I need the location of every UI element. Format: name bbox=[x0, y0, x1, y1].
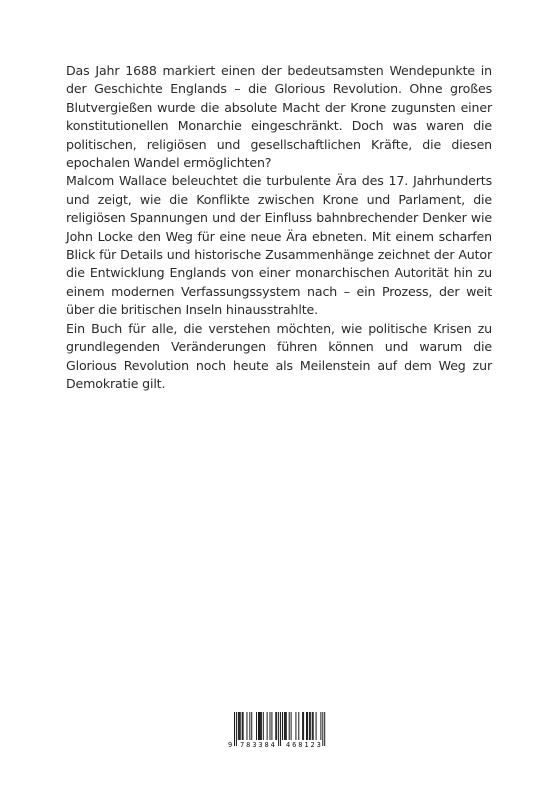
barcode-bar bbox=[295, 712, 296, 740]
barcode-bar bbox=[275, 712, 276, 740]
barcode-digits bbox=[227, 740, 331, 750]
barcode-left-group: 783384 bbox=[240, 741, 277, 749]
barcode-first-digit: 9 bbox=[228, 741, 233, 749]
barcode-bar bbox=[302, 712, 303, 740]
barcode-bar bbox=[286, 712, 287, 740]
barcode-bar bbox=[260, 712, 261, 740]
barcode-bar bbox=[263, 712, 264, 740]
barcode-bar bbox=[312, 712, 313, 740]
barcode-bar bbox=[306, 712, 307, 740]
barcode-bar bbox=[240, 712, 241, 740]
blurb-text bbox=[66, 62, 492, 393]
barcode-right-group: 468123 bbox=[286, 741, 323, 749]
blurb-paragraph-3: Ein Buch für alle, die verstehen möchten, wie politische Krisen zu grundlegenden Veränderungen führen können und warum die Glorious Revolution noch heute als Meilenstein auf dem Weg zur Demokratie gilt. bbox=[66, 320, 492, 391]
barcode-bar bbox=[307, 712, 308, 740]
barcode-bar bbox=[242, 712, 243, 740]
barcode-bar bbox=[270, 712, 271, 740]
barcode-bar bbox=[313, 712, 314, 740]
barcode-bar bbox=[251, 712, 252, 740]
barcode-bar bbox=[310, 712, 311, 740]
barcode-bar bbox=[246, 712, 247, 740]
barcode-bar bbox=[267, 712, 268, 740]
barcode-bar bbox=[284, 712, 285, 740]
barcode-bar bbox=[243, 712, 244, 740]
barcode-bar bbox=[256, 712, 257, 740]
barcode-bar bbox=[285, 712, 286, 740]
isbn-barcode bbox=[227, 711, 331, 751]
barcode-bar bbox=[276, 712, 277, 740]
barcode-bar bbox=[291, 712, 292, 740]
barcode-bar bbox=[316, 712, 317, 740]
barcode-bar bbox=[309, 712, 310, 740]
barcode-bar bbox=[239, 712, 240, 740]
barcode-bar bbox=[258, 712, 259, 740]
blurb-paragraph-1: Das Jahr 1688 markiert einen der bedeutsamsten Wendepunkte in der Geschichte Englands – die Glorious Revolution. Ohne großes Blutvergießen wurde die absolute Macht der Krone zugunsten einer konstitutionellen Monarchie eingeschränkt. Doch was waren die politischen, religiösen und gesellschaftlichen Kräfte, die diesen epochalen Wandel ermöglichten? bbox=[66, 63, 492, 171]
barcode-bar bbox=[282, 712, 283, 740]
barcode-bar bbox=[259, 712, 260, 740]
barcode-bar bbox=[271, 712, 272, 740]
barcode-bar bbox=[320, 712, 321, 740]
barcode-bar bbox=[298, 712, 299, 740]
barcode-bar bbox=[238, 712, 239, 740]
blurb-paragraph-2: Malcom Wallace beleuchtet die turbulente Ära des 17. Jahrhunderts und zeigt, wie die Konflikte zwischen Krone und Parlament, die religiösen Spannungen und der Einfluss bahnbrechender Denker wie John Locke den Weg für eine neue Ära ebneten. Mit einem scharfen Blick für Details und historische Zusammenhänge zeichnet der Autor die Entwicklung Englands von einer monarchischen Autorität hin zu einem modernen Verfassungssystem nach – ein Prozess, der weit über die britischen Inseln hinausstrahlte. bbox=[66, 173, 492, 318]
barcode-bar bbox=[261, 712, 262, 740]
barcode-bar bbox=[303, 712, 304, 740]
barcode-bar bbox=[249, 712, 250, 740]
barcode-bar bbox=[289, 712, 290, 740]
